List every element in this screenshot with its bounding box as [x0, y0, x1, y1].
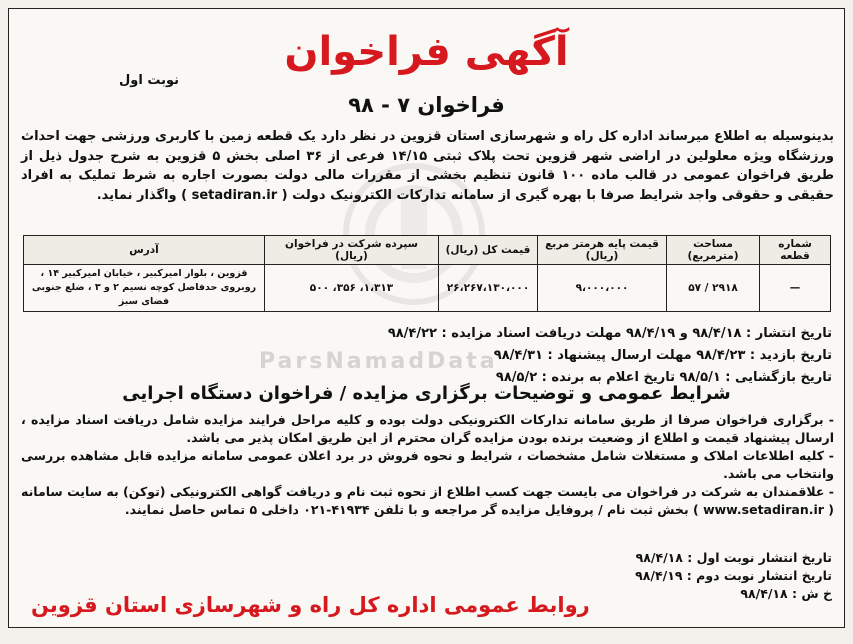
footer-org-name: روابط عمومی اداره کل راه و شهرسازی استان قزوین — [31, 593, 590, 617]
intro-paragraph: بدینوسیله به اطلاع میرساند اداره کل راه و شهرسازی استان قزوین در نظر دارد یک قطعه زمین با کاربری ورزشی جهت احداث ورزشگاه ویژه معلولین در اراضی شهر قزوین تحت پلاک ثبتی ۱۴/۱۵ فرعی از ۳۶ اصلی بخش ۵ قزوین به شرح جدول ذیل از طریق فراخوان عمومی در قالب ماده ۱۰۰ قانون تنظیم بخشی از مقررات مالی دولت بصورت اجاره به شرط تملیک به افراد حقیقی و حقوقی واجد شرایط صرفا با بهره گیری از سامانه تدارکات الکترونیک دولت ( setadiran.ir ) واگذار نماید. — [21, 129, 834, 203]
publication-line: تاریخ انتشار نوبت اول : ۹۸/۴/۱۸ — [635, 550, 832, 565]
publication-line: خ ش : ۹۸/۴/۱۸ — [740, 586, 832, 601]
page-subtitle: فراخوان ۷ - ۹۸ — [348, 93, 505, 117]
date-line: تاریخ بازدید : ۹۸/۴/۲۳ مهلت ارسال پیشنهاد : ۹۸/۴/۳۱ — [493, 348, 832, 363]
col-lot: شماره قطعه — [760, 236, 831, 265]
col-base-price: قیمت پایه هرمتر مربع (ریال) — [538, 236, 667, 265]
page-title: آگهی فراخوان — [284, 29, 569, 75]
conditions-heading: شرایط عمومی و توضیحات برگزاری مزایده / فراخوان دستگاه اجرایی — [122, 383, 731, 404]
cell-area: ۲۹۱۸ / ۵۷ — [667, 265, 760, 312]
conditions-list — [21, 411, 834, 519]
notice-page — [8, 8, 845, 628]
cell-base-price: ۹،۰۰۰،۰۰۰ — [538, 265, 667, 312]
watermark: ParsNamadData — [259, 349, 498, 374]
cell-lot: — — [760, 265, 831, 312]
table-row — [24, 265, 831, 312]
cell-total-price: ۲۶،۲۶۷،۱۳۰،۰۰۰ — [439, 265, 538, 312]
publication-round-label: نوبت اول — [119, 73, 180, 88]
col-deposit: سپرده شرکت در فراخوان (ریال) — [265, 236, 439, 265]
col-total-price: قیمت کل (ریال) — [439, 236, 538, 265]
col-area: مساحت (مترمربع) — [667, 236, 760, 265]
schedule-dates — [388, 323, 832, 389]
condition-item: - کلیه اطلاعات املاک و مستغلات شامل مشخصات ، شرایط و نحوه فروش در برد اعلان عمومی سامانه مزایده قابل مشاهده بررسی وانتخاب می باشد. — [21, 448, 834, 481]
publication-dates — [635, 549, 832, 603]
lots-table — [23, 235, 831, 312]
condition-item: - علاقمندان به شرکت در فراخوان می بایست جهت کسب اطلاع از نحوه ثبت نام و دریافت گواهی الکترونیکی (توکن) به سایت سامانه ( www.setadiran.ir ) بخش ثبت نام / پروفایل مزایده گر مراجعه و با تلفن ۴۱۹۳۴-۰۲۱ داخلی ۵ تماس حاصل نمایند. — [21, 484, 834, 517]
date-line: تاریخ انتشار : ۹۸/۴/۱۸ و ۹۸/۴/۱۹ مهلت دریافت اسناد مزایده : ۹۸/۴/۲۲ — [387, 326, 832, 341]
date-line: تاریخ بازگشایی : ۹۸/۵/۱ تاریخ اعلام به برنده : ۹۸/۵/۲ — [495, 370, 832, 385]
cell-address: قزوین ، بلوار امیرکبیر ، خیابان امیرکبیر ۱۴ ، روبروی حدفاصل کوچه نسیم ۲ و ۳ ، ضلع جنوبی فضای سبز — [24, 265, 265, 312]
condition-item: - برگزاری فراخوان صرفا از طریق سامانه تدارکات الکترونیکی دولت بوده و کلیه مراحل فرایند مزایده شامل دریافت اسناد مزایده ، ارسال پیشنهاد قیمت و اطلاع از وضعیت برنده بودن مزایده گران محترم از این طریق امکان پذیر می باشد. — [21, 412, 834, 445]
cell-deposit: ۱،۳۱۳، ۳۵۶، ۵۰۰ — [265, 265, 439, 312]
publication-line: تاریخ انتشار نوبت دوم : ۹۸/۴/۱۹ — [635, 568, 832, 583]
table-header-row — [24, 236, 831, 265]
col-address: آدرس — [24, 236, 265, 265]
